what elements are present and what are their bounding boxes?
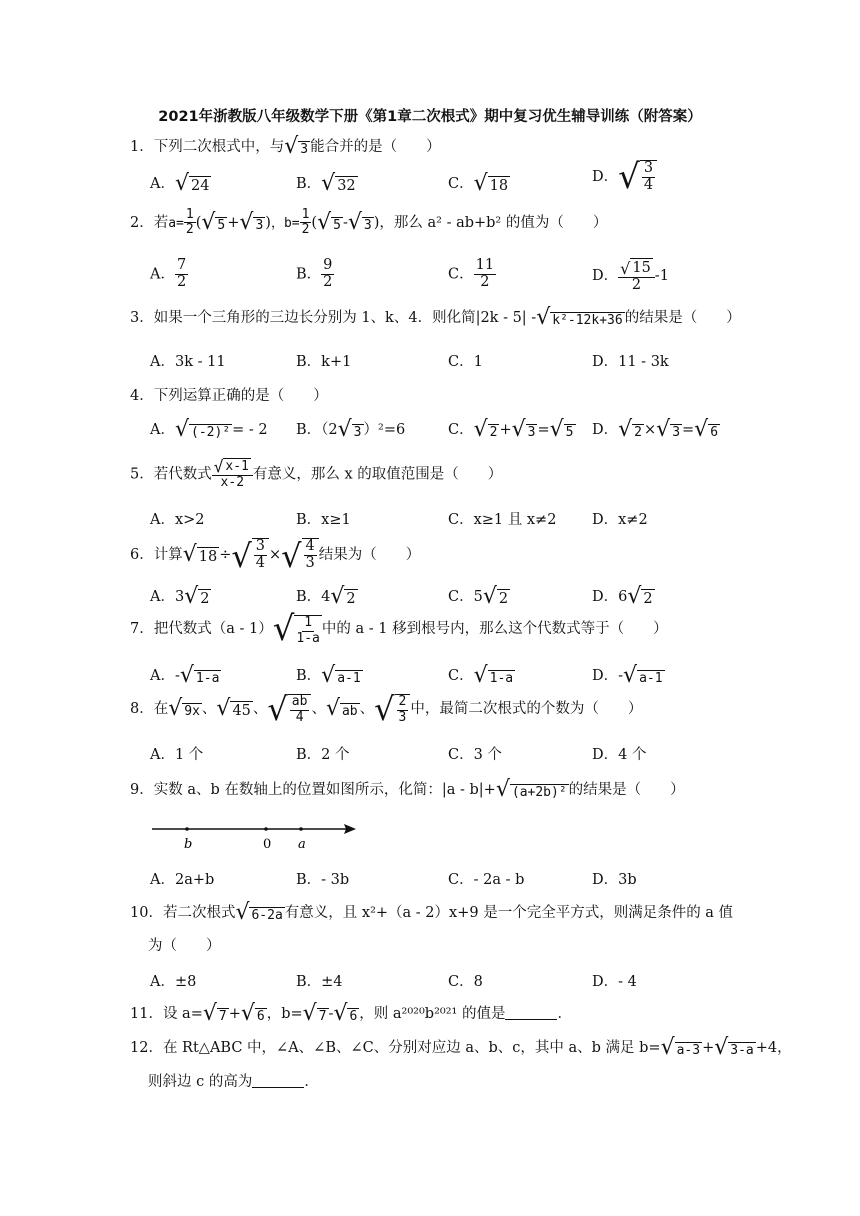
option-d: D． √ 15 2 -1 [592,259,669,294]
point-b [185,827,189,831]
option-c: C．3 个 [448,747,502,763]
option-c: C． $\frac{11}{2}$ [448,257,495,290]
option-b: B．k+1 [296,354,352,370]
question-5: 5．若代数式 √ x-1 x-2 有意义，那么 x 的取值范围是（ ） [130,457,503,491]
option-b: B．- 3b [296,872,350,888]
question-6: 6．计算 √ 18 ÷ √ $\frac{3}{4}$ × √ $\frac{4}{3}$ 结果为（ ） [130,536,421,575]
option-a: A． √ (-2)² = - 2 [150,417,268,442]
radical: √ 3 [284,134,309,159]
answer-blank[interactable] [505,1019,557,1020]
option-a: A．3k - 11 [150,354,226,370]
option-c: C．8 [448,974,483,990]
number-line-figure [150,818,365,852]
point-zero [264,827,268,831]
option-c: C． √ 1-a [448,663,514,688]
question-10-cont: 为（ ） [148,938,221,954]
answer-blank[interactable] [252,1087,304,1088]
option-a: A．x>2 [150,512,205,528]
option-b: B．x≥1 [296,512,351,528]
label-zero: 0 [263,837,272,852]
option-a: A．±8 [150,974,197,990]
option-c: C． √ 2 + √ 3 = √ 5 [448,417,574,442]
option-b: B．±4 [296,974,343,990]
question-12: 12．在 Rt△ABC 中，∠A、∠B、∠C、分别对应边 a、b、c，其中 a、b 满足 b= √ a-3 + √ 3-a +4， [130,1035,792,1060]
question-1: 1．下列二次根式中，与 √ 3 能合并的是（ ） [130,134,441,159]
label-b: b [184,837,193,852]
question-9: 9．实数 a、b 在数轴上的位置如图所示，化简：|a - b|+ √ (a+2b)² 的结果是（ ） [130,777,685,802]
option-d: D．6 √ 2 [592,584,653,609]
option-d: D．3b [592,872,637,888]
option-b: B．（2 √ 3 ）²=6 [296,417,406,442]
option-d: D．11 - 3k [592,354,669,370]
option-d: D． √ 2 × √ 3 = √ 6 [592,417,719,442]
option-d: D．4 个 [592,747,647,763]
question-10: 10．若二次根式 √ 6-2a 有意义，且 x²+（a - 2）x+9 是一个完全平方式，则满足条件的 a 值 [130,900,734,925]
option-d: D．- 4 [592,974,637,990]
option-a: A． √ 24 [150,171,210,196]
option-b: B．2 个 [296,747,350,763]
question-12-cont: 则斜边 c 的高为 ． [148,1074,319,1090]
option-b: B． $\frac{9}{2}$ [296,257,333,290]
option-c: C． √ 18 [448,171,509,196]
question-2: 2．若a= $\frac{1}{2}$ ( √ 5 + √ 3 )，b= $\frac{1}{2}$ ( √ 5 - √ 3 )，那么 a² - ab+b² 的值为（ ） [130,207,608,238]
option-c: C．1 [448,354,483,370]
option-a: A．1 个 [150,747,204,763]
option-b: B．4 √ 2 [296,584,356,609]
option-a: A．3 √ 2 [150,584,210,609]
label-a: a [298,837,306,852]
option-a: A．- √ 1-a [150,663,220,688]
option-a: A． $\frac{7}{2}$ [150,257,187,290]
page-title: 2021年浙教版八年级数学下册《第1章二次根式》期中复习优生辅导训练（附答案） [158,109,702,125]
question-4: 4．下列运算正确的是（ ） [130,388,328,404]
point-a [299,827,303,831]
question-3: 3．如果一个三角形的三边长分别为 1、k、4．则化简|2k - 5| - √ k²-12k+36 的结果是（ ） [130,305,741,330]
option-c: C．x≥1 且 x≠2 [448,512,557,528]
option-c: C．- 2a - b [448,872,525,888]
question-8: 8．在 √ 9x 、 √ 45 、 √ $\frac{ab}{4}$ 、 √ ab 、 √ $\frac{2}{3}$ 中，最简二次根式的个数为（ ） [130,690,643,728]
option-d: D．x≠2 [592,512,648,528]
option-d: D． √ $\frac{3}{4}$ [592,160,657,194]
option-b: B． √ 32 [296,171,356,196]
option-b: B． √ a-1 [296,663,361,688]
option-a: A．2a+b [150,872,215,888]
question-11: 11．设 a= √ 7 + √ 6 ，b= √ 7 - √ 6 ，则 a²⁰²⁰b²⁰²¹ 的值是 ． [130,1001,572,1026]
question-7: 7．把代数式（a - 1） √ $\frac{1}{1-a}$ 中的 a - 1 移到根号内，那么这个代数式等于（ ） [130,609,668,649]
option-c: C．5 √ 2 [448,584,509,609]
option-d: D．- √ a-1 [592,663,663,688]
